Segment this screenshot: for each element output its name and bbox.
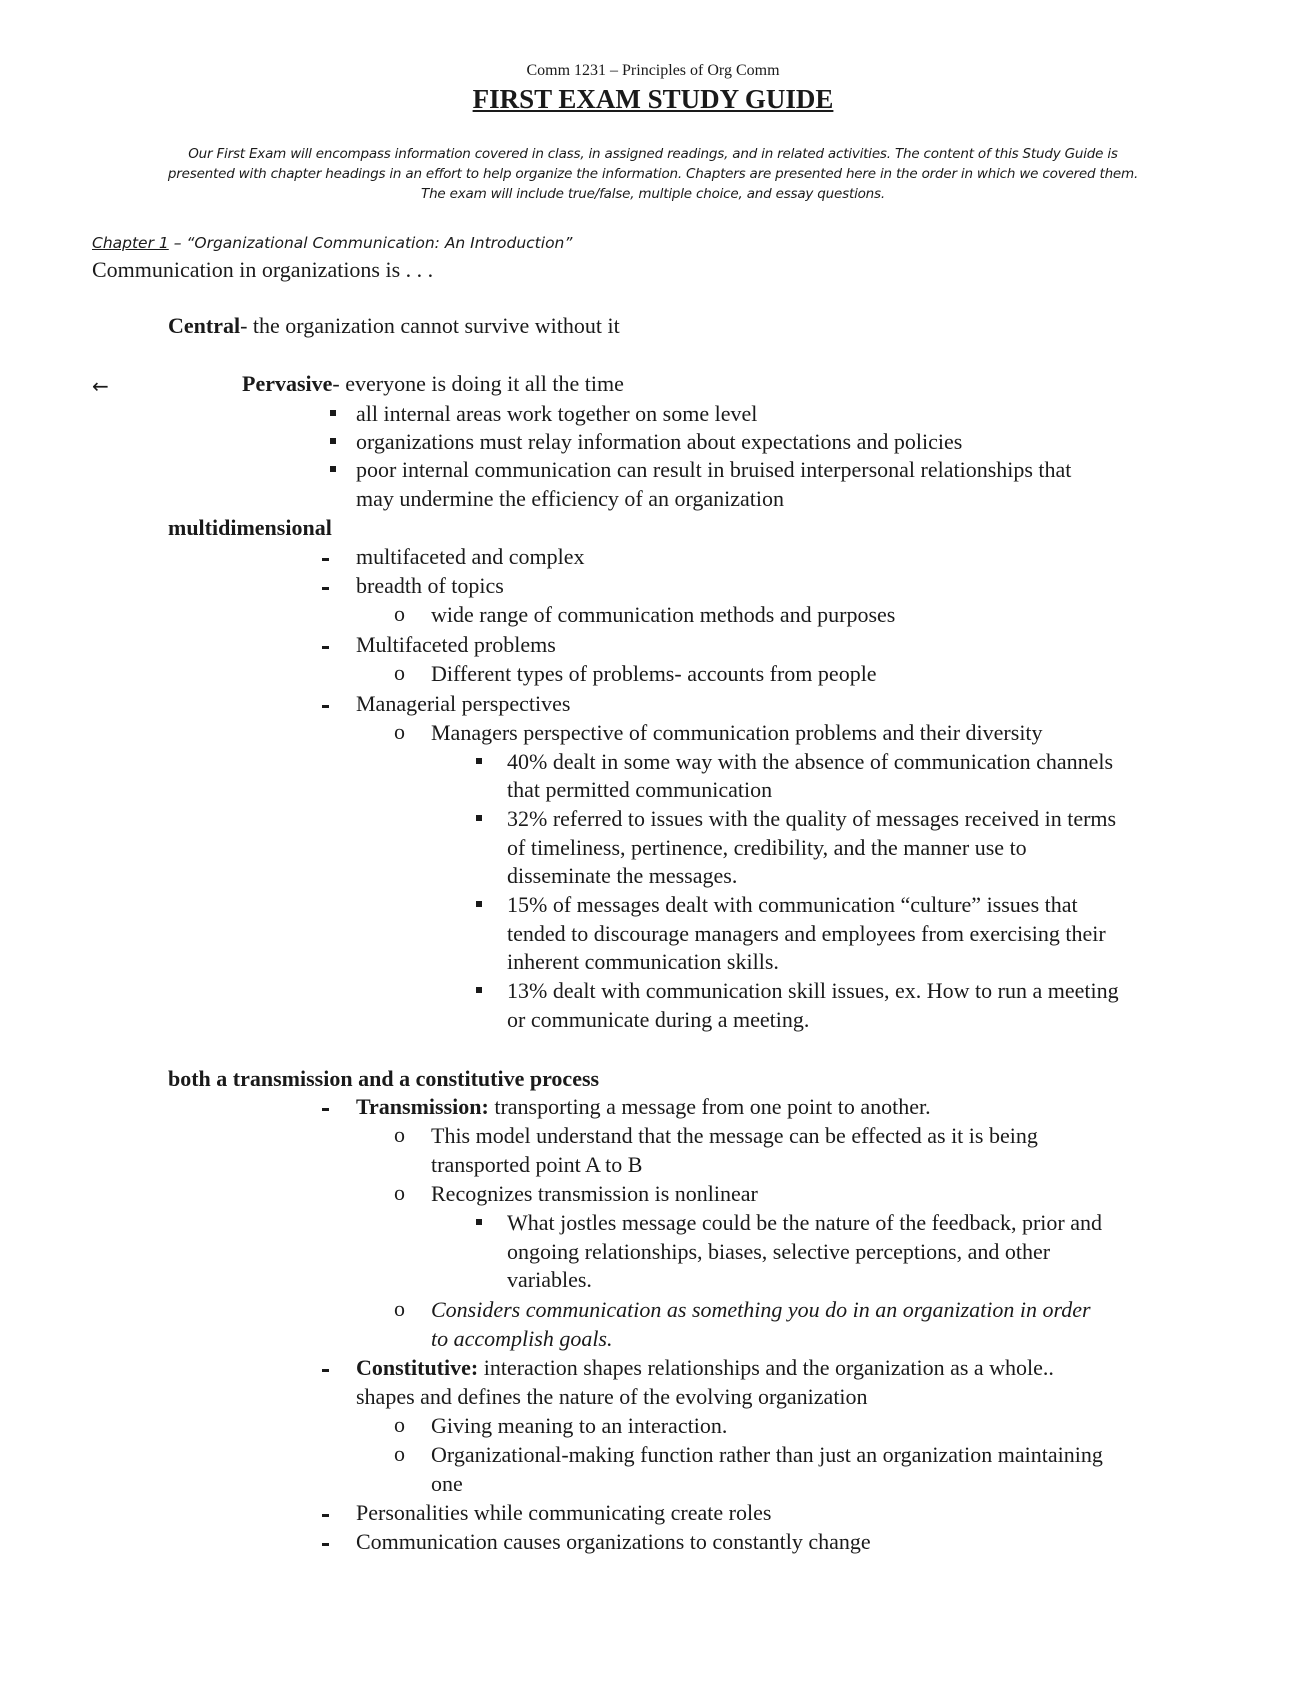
bullet-circle-icon: o: [394, 1296, 405, 1321]
list-item: Recognizes transmission is nonlinear: [431, 1181, 758, 1206]
list-item-continued: to accomplish goals.: [431, 1326, 613, 1351]
transmission-text: transporting a message from one point to another.: [488, 1094, 931, 1119]
section-heading: both a transmission and a constitutive process: [168, 1066, 600, 1091]
bullet-circle-icon: o: [394, 719, 405, 744]
list-item: Organizational-making function rather than just an organization maintaining: [431, 1442, 1103, 1467]
intro-line: Our First Exam will encompass information covered in class, in assigned readings, and in related activities. The content of this Study Guide is: [188, 146, 1118, 162]
bullet-circle-icon: o: [394, 660, 405, 685]
bullet-square-icon: [330, 466, 336, 472]
bullet-circle-icon: o: [394, 601, 405, 626]
list-item-continued: ongoing relationships, biases, selective perceptions, and other: [507, 1239, 1051, 1264]
bullet-circle-icon: o: [394, 1180, 405, 1205]
list-item: Personalities while communicating create roles: [356, 1500, 772, 1525]
list-item: Different types of problems- accounts from people: [431, 661, 877, 686]
list-item: multifaceted and complex: [356, 544, 585, 569]
intro-line: presented with chapter headings in an effort to help organize the information. Chapters are presented here in the order in which we covered them.: [167, 166, 1139, 182]
list-item-continued: one: [431, 1471, 463, 1496]
central-term: Central: [168, 313, 241, 338]
bullet-dash-icon: [322, 1543, 329, 1546]
bullet-dash-icon: [322, 1108, 329, 1111]
list-item: wide range of communication methods and purposes: [431, 602, 896, 627]
list-item-continued: may undermine the efficiency of an organization: [356, 486, 785, 511]
list-item: [356, 1093, 931, 1121]
section-heading: multidimensional: [168, 515, 332, 540]
course-name: Comm 1231 – Principles of Org Comm: [526, 62, 780, 79]
pervasive-term: Pervasive: [242, 371, 333, 396]
bullet-dash-icon: [322, 1369, 329, 1372]
list-item: Considers communication as something you do in an organization in order: [431, 1297, 1091, 1322]
bullet-square-icon: [476, 815, 482, 821]
list-item-continued: or communicate during a meeting.: [507, 1007, 810, 1032]
intro-line: The exam will include true/false, multiple choice, and essay questions.: [421, 186, 885, 202]
bullet-square-icon: [476, 987, 482, 993]
constitutive-text: interaction shapes relationships and the organization as a whole..: [478, 1355, 1054, 1380]
transmission-term: Transmission:: [356, 1094, 489, 1119]
list-item: Multifaceted problems: [356, 632, 556, 657]
intro-paragraph: [80, 144, 1226, 204]
central-line: [168, 312, 620, 340]
list-item: [356, 1354, 1054, 1382]
list-item-continued: tended to discourage managers and employees from exercising their: [507, 921, 1106, 946]
pervasive-text: - everyone is doing it all the time: [332, 371, 624, 396]
list-item-continued: inherent communication skills.: [507, 949, 779, 974]
list-item: This model understand that the message can be effected as it is being: [431, 1123, 1038, 1148]
pervasive-line: [242, 370, 624, 398]
list-item: Managerial perspectives: [356, 691, 571, 716]
bullet-dash-icon: [322, 1514, 329, 1517]
list-item: Communication causes organizations to constantly change: [356, 1529, 871, 1554]
bullet-square-icon: [476, 901, 482, 907]
central-text: - the organization cannot survive without it: [240, 313, 620, 338]
bullet-dash-icon: [322, 587, 329, 590]
list-item: Giving meaning to an interaction.: [431, 1413, 728, 1438]
bullet-square-icon: [330, 438, 336, 444]
list-item-continued: that permitted communication: [507, 777, 773, 802]
list-item: poor internal communication can result in bruised interpersonal relationships that: [356, 457, 1072, 482]
list-item-continued: transported point A to B: [431, 1152, 643, 1177]
left-arrow-icon: ←: [92, 374, 109, 398]
bullet-square-icon: [476, 758, 482, 764]
list-item: Managers perspective of communication problems and their diversity: [431, 720, 1043, 745]
list-item: all internal areas work together on some level: [356, 401, 758, 426]
bullet-dash-icon: [322, 646, 329, 649]
list-item: What jostles message could be the nature of the feedback, prior and: [507, 1210, 1102, 1235]
lead-line: Communication in organizations is . . .: [92, 257, 434, 282]
list-item-continued: disseminate the messages.: [507, 863, 738, 888]
list-item-continued: shapes and defines the nature of the evolving organization: [356, 1384, 868, 1409]
chapter-label: Chapter 1: [92, 234, 169, 252]
list-item: organizations must relay information about expectations and policies: [356, 429, 963, 454]
bullet-circle-icon: o: [394, 1412, 405, 1437]
list-item: breadth of topics: [356, 573, 504, 598]
bullet-circle-icon: o: [394, 1122, 405, 1147]
bullet-square-icon: [330, 410, 336, 416]
chapter-title: – “Organizational Communication: An Introduction”: [168, 234, 573, 252]
constitutive-term: Constitutive:: [356, 1355, 479, 1380]
list-item: 40% dealt in some way with the absence of communication channels: [507, 749, 1114, 774]
bullet-dash-icon: [322, 558, 329, 561]
bullet-circle-icon: o: [394, 1441, 405, 1466]
list-item: 15% of messages dealt with communication “culture” issues that: [507, 892, 1078, 917]
list-item-continued: variables.: [507, 1267, 592, 1292]
bullet-dash-icon: [322, 705, 329, 708]
list-item: 13% dealt with communication skill issues, ex. How to run a meeting: [507, 978, 1119, 1003]
chapter-heading: [92, 234, 572, 252]
bullet-square-icon: [476, 1219, 482, 1225]
page-title: FIRST EXAM STUDY GUIDE: [472, 84, 834, 114]
list-item: 32% referred to issues with the quality of messages received in terms: [507, 806, 1117, 831]
list-item-continued: of timeliness, pertinence, credibility, and the manner use to: [507, 835, 1027, 860]
